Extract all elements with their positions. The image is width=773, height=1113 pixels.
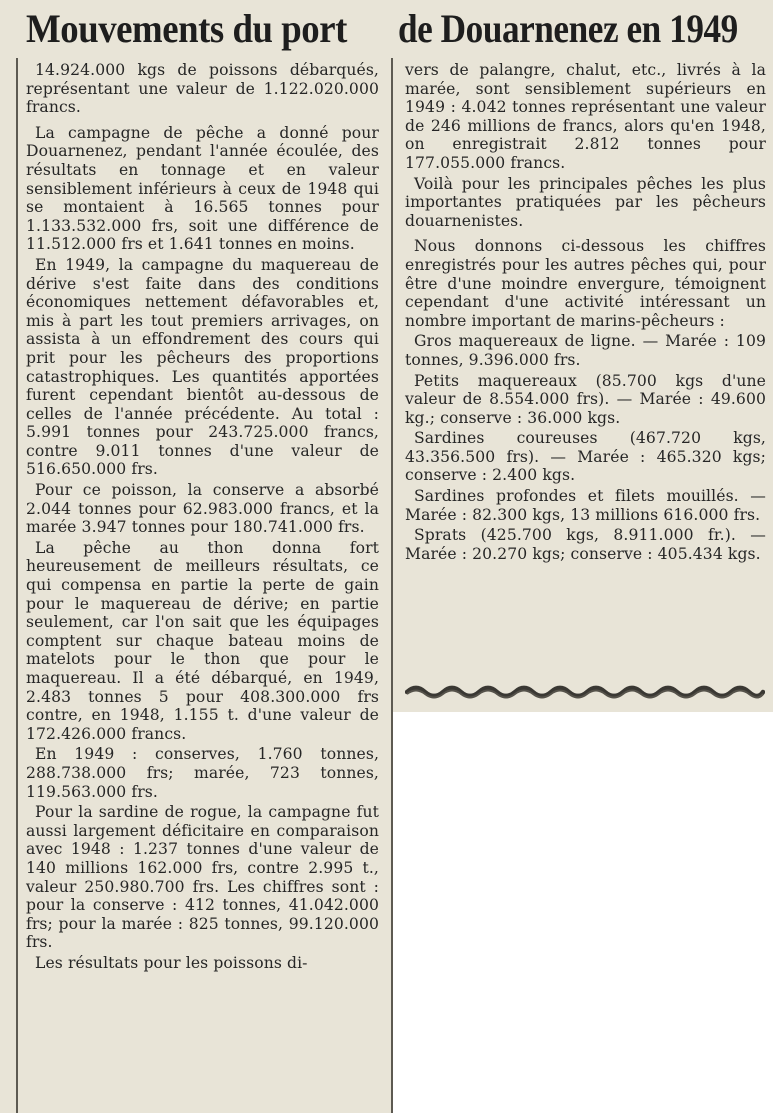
paragraph: Pour la sardine de rogue, la campagne fut aussi largement déficitaire en comparaison avec 1948 : 1.237 tonnes d'une valeur de 140 millions 162.000 frs, contre 2.995 t., valeur 250.980.700 frs. Les chiffres sont : pour la conserve : 412 tonnes, 41.042.000 frs; pour la marée : 825 tonnes, 99.120.000 frs.	[26, 803, 379, 952]
column-rule-left	[16, 58, 18, 1113]
wave-ornament-divider	[405, 682, 765, 702]
left-column	[26, 61, 379, 975]
paragraph: Pour ce poisson, la conserve a absorbé 2.044 tonnes pour 62.983.000 francs, et la marée 3.947 tonnes pour 180.741.000 frs.	[26, 481, 379, 537]
paragraph: La pêche au thon donna fort heureusement de meilleurs résultats, ce qui compensa en partie la perte de gain pour le maquereau de dérive; en partie seulement, car l'on sait que les équipages comptent sur chaque bateau moins de matelots pour le thon que pour le maquereau. Il a été débarqué, en 1949, 2.483 tonnes 5 pour 408.300.000 frs contre, en 1948, 1.155 t. d'une valeur de 172.426.000 francs.	[26, 538, 379, 743]
column-rule-middle	[391, 58, 393, 1113]
paragraph: 14.924.000 kgs de poissons débarqués, représentant une valeur de 1.122.020.000 francs.	[26, 61, 379, 117]
paragraph: La campagne de pêche a donné pour Douarnenez, pendant l'année écoulée, des résultats en tonnage et en valeur sensiblement inférieurs à ceux de 1948 qui se montaient à 16.565 tonnes pour 1.133.532.000 frs, soit une différence de 11.512.000 frs et 1.641 tonnes en moins.	[26, 123, 379, 254]
paragraph: Sardines profondes et filets mouillés. — Marée : 82.300 kgs, 13 millions 616.000 frs.	[405, 487, 766, 524]
headline-part-2: de Douarnenez en 1949	[398, 6, 738, 51]
paragraph: Les résultats pour les poissons di-	[35, 953, 308, 972]
paragraph: En 1949, la campagne du maquereau de dérive s'est faite dans des conditions économiques nettement défavorables et, mis à part les tout premiers arrivages, on assista à un effondrement des cours qui prit pour les pêcheurs des proportions catastrophiques. Les quantités apportées furent cependant bientôt au-dessous de celles de l'année précédente. Au total : 5.991 tonnes pour 243.725.000 francs, contre 9.011 tonnes d'une valeur de 516.650.000 frs.	[26, 255, 379, 479]
paragraph: Voilà pour les principales pêches les plus importantes pratiquées par les pêcheurs douarnenistes.	[405, 174, 766, 230]
right-column	[405, 61, 766, 565]
paragraph: vers de palangre, chalut, etc., livrés à la marée, sont sensiblement supérieurs en 1949 : 4.042 tonnes représentant une valeur de 246 millions de francs, alors qu'en 1948, on enregistrait 2.812 tonnes pour 177.055.000 francs.	[405, 61, 766, 172]
paragraph: Sprats (425.700 kgs, 8.911.000 fr.). — Marée : 20.270 kgs; conserve : 405.434 kgs.	[405, 526, 766, 563]
paragraph: En 1949 : conserves, 1.760 tonnes, 288.738.000 frs; marée, 723 tonnes, 119.563.000 frs.	[26, 745, 379, 801]
article-headline	[0, 0, 773, 58]
headline-part-1: Mouvements du port	[26, 6, 347, 51]
paragraph: Nous donnons ci-dessous les chiffres enregistrés pour les autres pêches qui, pour être d'une moindre envergure, témoignent cependant d'une activité intéressant un nombre important de marins-pêcheurs :	[405, 237, 766, 330]
paragraph: Gros maquereaux de ligne. — Marée : 109 tonnes, 9.396.000 frs.	[405, 332, 766, 369]
paragraph: Petits maquereaux (85.700 kgs d'une valeur de 8.554.000 frs). — Marée : 49.600 kg.; conserve : 36.000 kgs.	[405, 371, 766, 427]
paragraph: Sardines coureuses (467.720 kgs, 43.356.500 frs). — Marée : 465.320 kgs; conserve : 2.400 kgs.	[405, 429, 766, 485]
